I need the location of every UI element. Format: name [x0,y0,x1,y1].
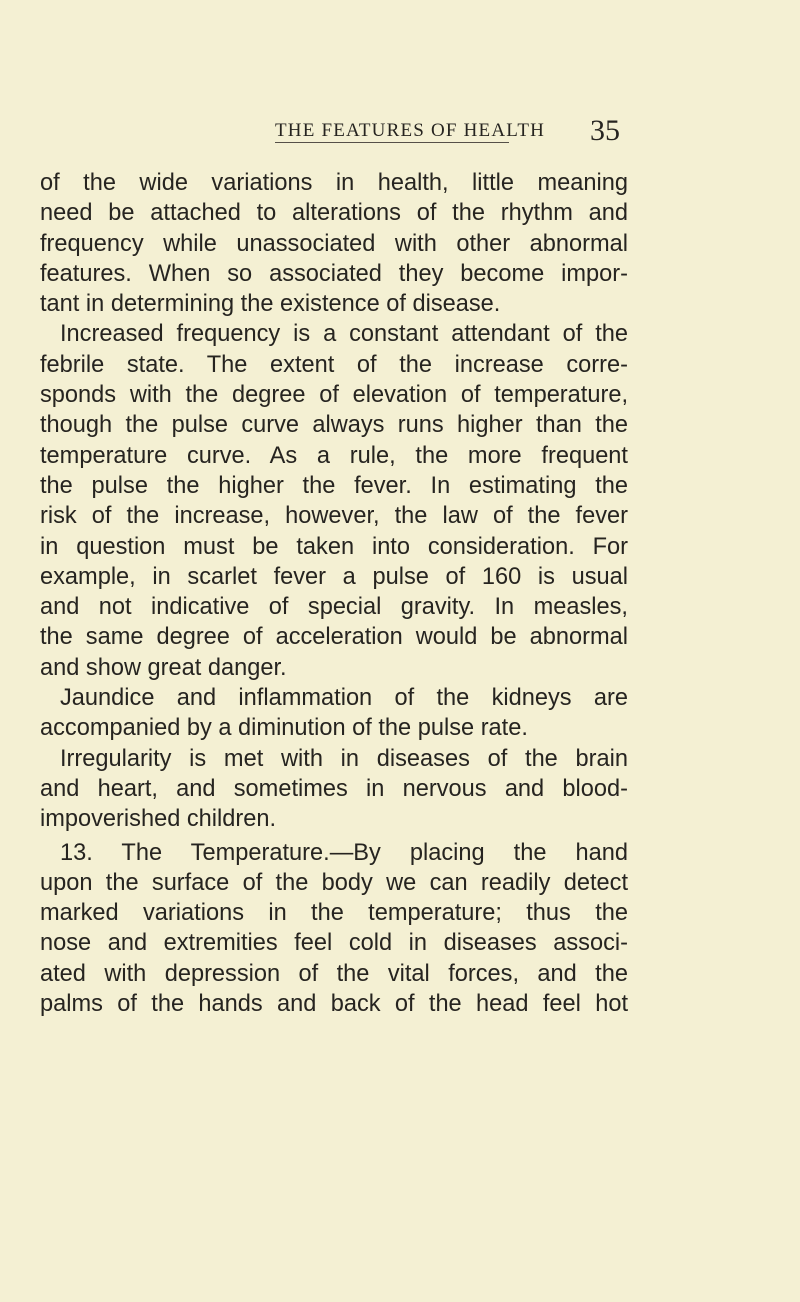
body-text [40,168,628,1019]
text-line: upon the surface of the body we can readily detect [40,869,628,896]
text-line: though the pulse curve always runs higher than the [40,412,628,439]
text-line: the pulse the higher the fever. In estimating the [40,472,628,499]
text-line: nose and extremities feel cold in diseases associ- [40,930,628,957]
section-heading-line: 13. The Temperature.—By placing the hand [60,839,628,866]
text-line: example, in scarlet fever a pulse of 160 is usual [40,563,628,590]
text-line: risk of the increase, however, the law of the fever [40,503,628,530]
text-line: in question must be taken into consideration. For [40,533,628,560]
text-line: ated with depression of the vital forces, and the [40,960,628,987]
text-line: tant in determining the existence of disease. [40,291,501,318]
text-line: and show great danger. [40,654,287,681]
text-line: Increased frequency is a constant attendant of the [60,321,628,348]
text-line: Irregularity is met with in diseases of the brain [60,745,628,772]
text-line: impoverished children. [40,806,277,833]
text-line: accompanied by a diminution of the pulse rate. [40,715,528,742]
text-line: need be attached to alterations of the rhythm and [40,200,628,227]
text-line: frequency while unassociated with other abnormal [40,230,628,257]
page-number: 35 [590,114,620,147]
text-line: of the wide variations in health, little meaning [40,170,628,196]
text-line: and not indicative of special gravity. In measles, [40,594,628,621]
running-head: THE FEATURES OF HEALTH [275,120,546,141]
text-line: febrile state. The extent of the increase corre- [40,351,628,378]
text-line: and heart, and sometimes in nervous and blood- [40,775,628,802]
text-line: sponds with the degree of elevation of temperature, [40,382,628,409]
header-rule [275,142,509,143]
page-header [0,114,800,158]
text-line: the same degree of acceleration would be abnormal [40,624,628,651]
text-line: palms of the hands and back of the head feel hot [40,991,628,1018]
text-line: temperature curve. As a rule, the more frequent [40,442,628,469]
text-line: Jaundice and inflammation of the kidneys are [60,685,628,712]
text-line: marked variations in the temperature; thus the [40,900,628,927]
text-line: features. When so associated they become impor- [40,260,628,287]
